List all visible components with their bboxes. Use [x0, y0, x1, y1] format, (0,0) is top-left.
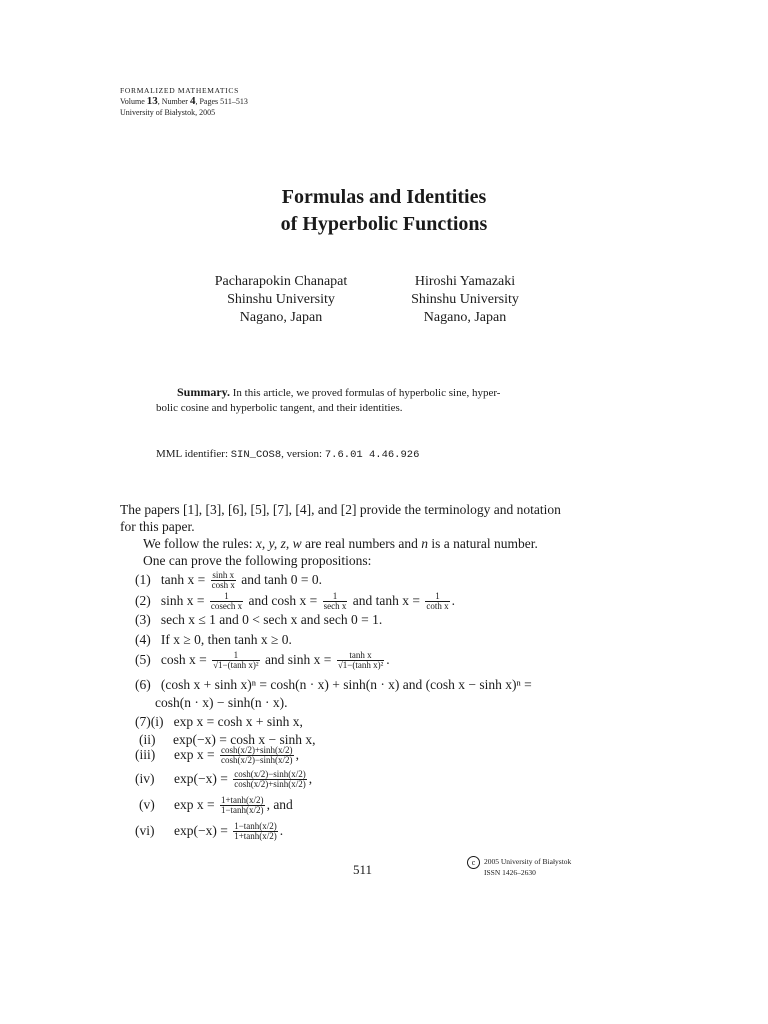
prop-number: (3): [135, 612, 151, 627]
issue-number: 4: [189, 95, 196, 107]
proposition-1: (1) tanh x = $\frac{\text{sinh x}}{\text{cosh x}}$ and tanh 0 = 0.: [135, 570, 322, 591]
fraction: $\frac{1}{\text{sech x}}$: [323, 591, 347, 612]
prop-number: (7)(i): [135, 714, 164, 729]
paper-title-line-2: of Hyperbolic Functions: [280, 213, 488, 235]
prop-number: (6): [135, 677, 151, 692]
fraction: $\frac{\cosh(x/2)-\sinh(x/2)}{\cosh(x/2)+\sinh(x/2)}$: [234, 769, 306, 790]
summary-line-1: Summary. In this article, we proved formulas of hyperbolic sine, hyper-: [177, 385, 501, 399]
summary-line-2: bolic cosine and hyperbolic tangent, and their identities.: [156, 402, 403, 414]
prop-number: (2): [135, 593, 151, 608]
journal-name: FORMALIZED MATHEMATICS: [120, 86, 239, 95]
paper-title-line-1: Formulas and Identities: [281, 186, 487, 208]
prop-number: (ii): [139, 732, 156, 747]
fraction: $\frac{\text{sinh x}}{\text{cosh x}}$: [211, 570, 235, 591]
author-name: Hiroshi Yamazaki: [414, 274, 516, 289]
proposition-7-vi: (vi) exp(−x) = $\frac{1-\tanh(x/2)}{1+\tanh(x/2)}$ .: [135, 821, 284, 842]
copyright-line: c 2005 University of Białystok: [467, 856, 571, 869]
proposition-4: (4) If x ≥ 0, then tanh x ≥ 0.: [135, 632, 292, 647]
fraction: $\frac{1}{\text{√1−(tanh x)²}}$: [213, 650, 259, 671]
issn: ISSN 1426–2630: [484, 868, 536, 877]
prop-number: (v): [139, 797, 155, 812]
proposition-7-iii: (iii) exp x = $\frac{\cosh(x/2)+\sinh(x/2)}{\cosh(x/2)-\sinh(x/2)}$ ,: [135, 745, 299, 766]
prop-number: (4): [135, 632, 151, 647]
fraction: $\frac{1}{\text{cosech x}}$: [210, 591, 243, 612]
rules-line: We follow the rules: x, y, z, w are real numbers and n is a natural number.: [143, 536, 538, 551]
prove-line: One can prove the following propositions:: [143, 553, 372, 568]
intro-line-1: The papers [1], [3], [6], [5], [7], [4], and [2] provide the terminology and notation: [120, 502, 561, 517]
university-line: University of Białystok, 2005: [120, 108, 216, 117]
proposition-5: (5) cosh x = $\frac{1}{\text{√1−(tanh x)²}}$ and sinh x = $\frac{\text{tanh x}}{\text{√1−(tanh x)²}}$ .: [135, 650, 390, 671]
fraction: $\frac{1-\tanh(x/2)}{1+\tanh(x/2)}$: [234, 821, 277, 842]
proposition-7-i: (7)(i) exp x = cosh x + sinh x,: [135, 714, 303, 729]
volume-number: 13: [146, 95, 158, 107]
mml-id: SIN_COS8: [230, 449, 282, 461]
mml-identifier: MML identifier: SIN_COS8, version: 7.6.01 4.46.926: [156, 448, 420, 461]
volume-line: Volume 13, Number 4, Pages 511–513: [120, 95, 248, 107]
intro-line-2: for this paper.: [120, 519, 195, 534]
fraction: $\frac{\text{tanh x}}{\text{√1−(tanh x)²}}$: [337, 650, 384, 671]
fraction: $\frac{1+\tanh(x/2)}{1-\tanh(x/2)}$: [220, 795, 264, 816]
proposition-6-line-2: cosh(n · x) − sinh(n · x).: [155, 695, 288, 710]
prop-number: (5): [135, 652, 151, 667]
fraction: $\frac{\cosh(x/2)+\sinh(x/2)}{\cosh(x/2)-\sinh(x/2)}$: [220, 745, 293, 766]
prop-number: (vi): [135, 823, 155, 838]
prop-number: (1): [135, 572, 151, 587]
author-block-2: [395, 273, 535, 327]
author-affiliation: Shinshu University: [227, 292, 335, 307]
mml-version: 7.6.01 4.46.926: [324, 449, 420, 461]
proposition-6: (6) (cosh x + sinh x)ⁿ = cosh(n · x) + sinh(n · x) and (cosh x − sinh x)ⁿ =: [135, 677, 532, 692]
summary-label: Summary.: [177, 385, 231, 399]
proposition-7-v: (v) exp x = $\frac{1+\tanh(x/2)}{1-\tanh(x/2)}$ , and: [139, 795, 293, 816]
author-block-1: [196, 273, 366, 327]
prop-number: (iii): [135, 747, 156, 762]
author-location: Nagano, Japan: [423, 310, 507, 325]
proposition-3: (3) sech x ≤ 1 and 0 < sech x and sech 0 = 1.: [135, 612, 383, 627]
copyright-icon: c: [467, 856, 480, 869]
author-location: Nagano, Japan: [239, 310, 323, 325]
author-affiliation: Shinshu University: [411, 292, 519, 307]
fraction: $\frac{1}{\text{coth x}}$: [426, 591, 449, 612]
proposition-7-iv: (iv) exp(−x) = $\frac{\cosh(x/2)-\sinh(x/2)}{\cosh(x/2)+\sinh(x/2)}$ ,: [135, 769, 313, 790]
proposition-7-ii: (ii) exp(−x) = cosh x − sinh x,: [139, 732, 316, 747]
proposition-2: (2) sinh x = $\frac{1}{\text{cosech x}}$ and cosh x = $\frac{1}{\text{sech x}}$ and tanh x = $\frac{1}{\text{coth x}}$ .: [135, 591, 455, 612]
page-number: 511: [353, 862, 373, 877]
prop-number: (iv): [135, 771, 155, 786]
author-name: Pacharapokin Chanapat: [214, 274, 348, 289]
